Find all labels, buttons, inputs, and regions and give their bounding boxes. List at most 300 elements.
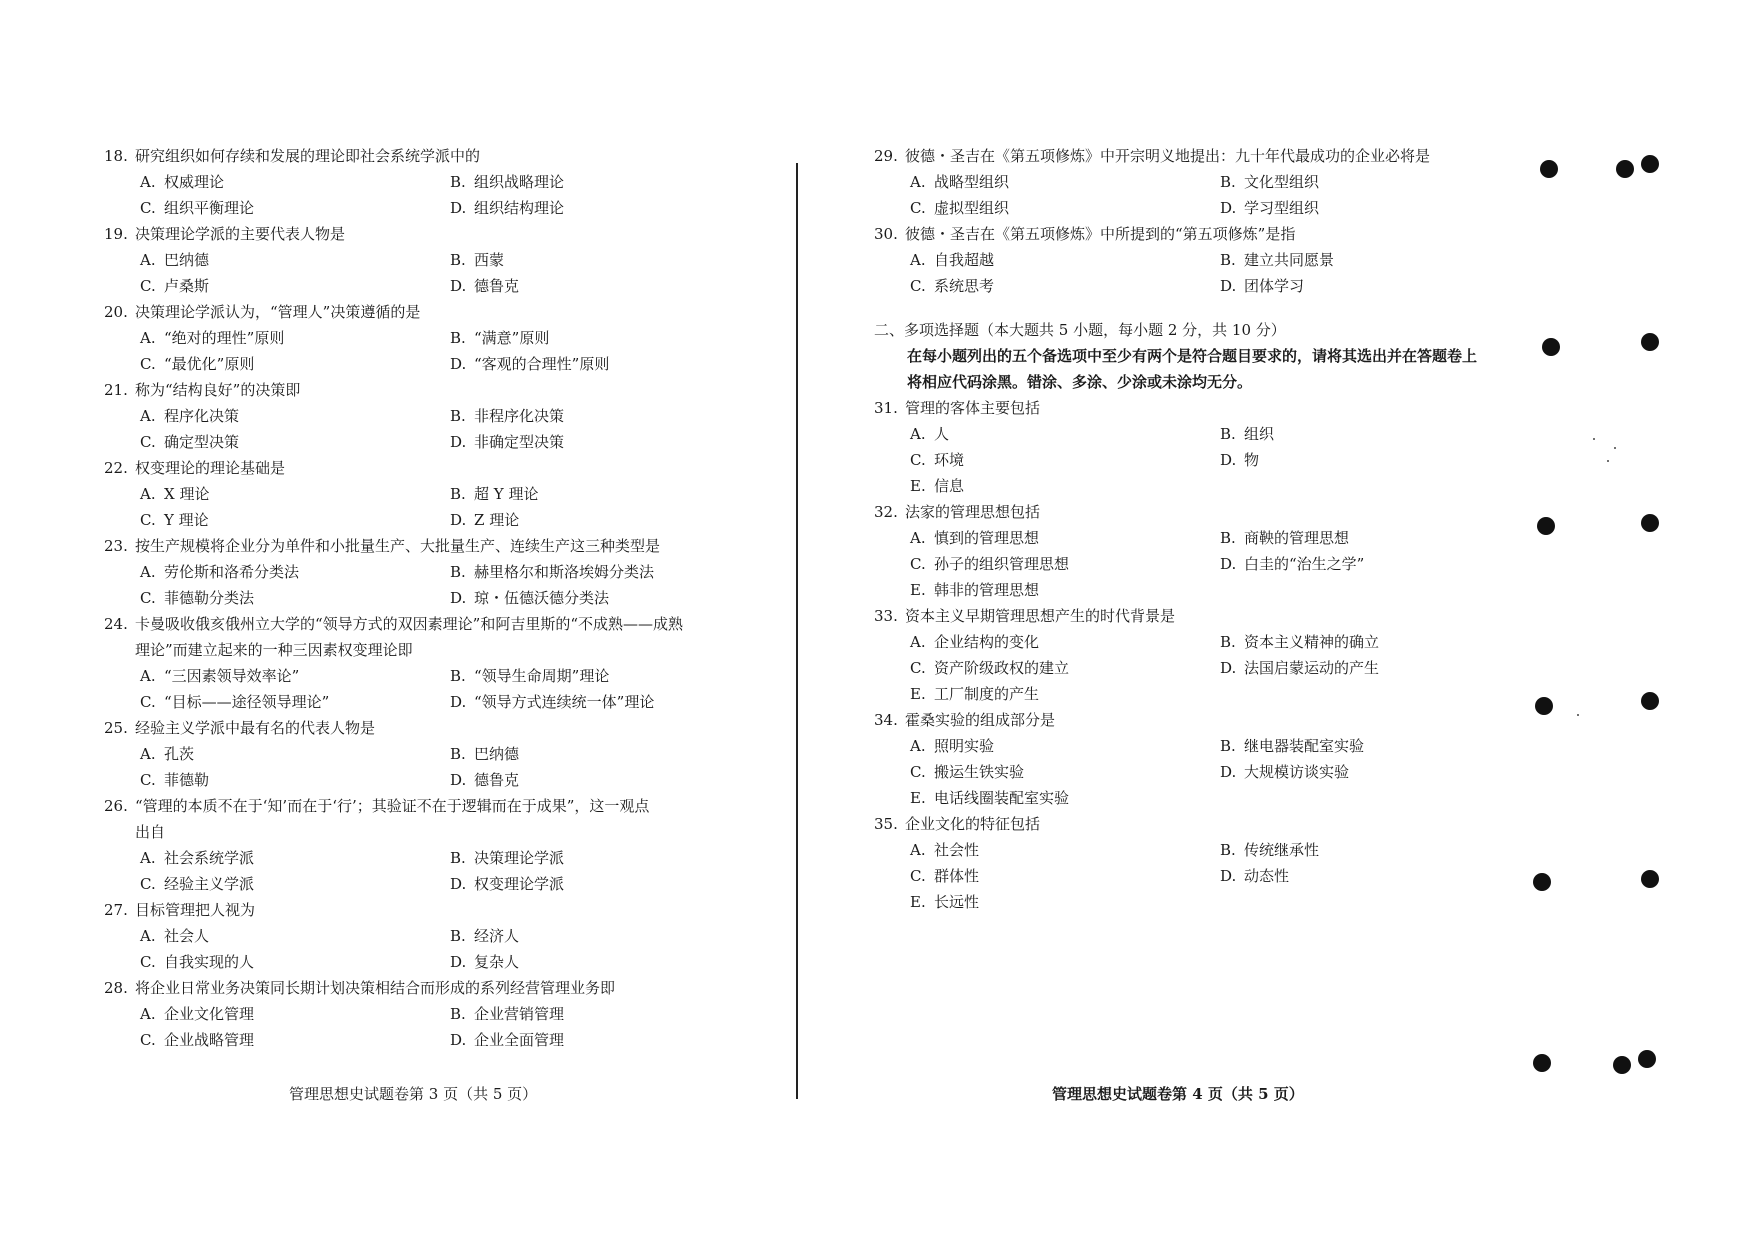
option-b	[450, 169, 769, 195]
option-a	[910, 247, 1220, 273]
option-letter: A.	[140, 849, 156, 867]
option-letter: A.	[910, 633, 926, 651]
question-stem	[104, 975, 769, 1001]
option-text: 社会人	[164, 927, 210, 945]
option-d	[1220, 551, 1524, 577]
option-letter: D.	[450, 875, 467, 893]
option-text: 企业营销管理	[474, 1005, 565, 1023]
option-text: 继电器装配室实验	[1244, 737, 1365, 755]
option-list	[874, 169, 1524, 221]
question-text: 权变理论的理论基础是	[135, 459, 286, 477]
question-stem	[874, 603, 1524, 629]
option-letter: B.	[450, 329, 466, 347]
scan-speck	[1607, 460, 1609, 462]
option-text: 系统思考	[934, 277, 995, 295]
question-stem	[104, 715, 769, 741]
option-list	[104, 481, 769, 533]
option-text: 白圭的“治生之学”	[1244, 555, 1365, 573]
option-b	[1220, 733, 1524, 759]
option-letter: C.	[140, 589, 156, 607]
punch-hole-mark	[1613, 1056, 1631, 1074]
option-text: X 理论	[164, 485, 210, 503]
option-text: 权威理论	[164, 173, 225, 191]
option-text: Z 理论	[474, 511, 520, 529]
option-text: “满意”原则	[474, 329, 550, 347]
option-c	[140, 195, 450, 221]
punch-hole-mark	[1540, 160, 1558, 178]
page-footer-3: 管理思想史试题卷第 3 页（共 5 页）	[289, 1085, 538, 1103]
question-number: 24.	[104, 615, 128, 633]
option-e	[910, 577, 1220, 603]
option-d	[1220, 447, 1524, 473]
exam-page-4	[874, 143, 1524, 915]
option-text: 琼・伍德沃德分类法	[474, 589, 610, 607]
option-letter: C.	[140, 433, 156, 451]
option-letter: C.	[910, 763, 926, 781]
option-text: 群体性	[934, 867, 980, 885]
question-text: 经验主义学派中最有名的代表人物是	[135, 719, 376, 737]
question-stem	[104, 299, 769, 325]
option-letter: B.	[450, 1005, 466, 1023]
option-text: 孙子的组织管理思想	[934, 555, 1070, 573]
punch-hole-mark	[1537, 517, 1555, 535]
option-d	[450, 195, 769, 221]
option-letter: B.	[450, 849, 466, 867]
question-33	[874, 603, 1524, 707]
question-stem	[874, 395, 1524, 421]
option-text: 资产阶级政权的建立	[934, 659, 1070, 677]
option-letter: D.	[450, 511, 467, 529]
option-c	[140, 585, 450, 611]
scan-speck	[1577, 714, 1579, 716]
question-number: 21.	[104, 381, 128, 399]
question-22	[104, 455, 769, 533]
option-a	[910, 525, 1220, 551]
question-35	[874, 811, 1524, 915]
option-c	[140, 871, 450, 897]
option-letter: B.	[450, 667, 466, 685]
option-text: 程序化决策	[164, 407, 240, 425]
option-c	[910, 551, 1220, 577]
option-text: 大规模访谈实验	[1244, 763, 1350, 781]
option-letter: D.	[1220, 555, 1237, 573]
option-text: 赫里格尔和斯洛埃姆分类法	[474, 563, 655, 581]
option-letter: A.	[140, 407, 156, 425]
option-text: “绝对的理性”原则	[164, 329, 285, 347]
punch-hole-mark	[1542, 338, 1560, 356]
option-c	[910, 759, 1220, 785]
option-c	[140, 767, 450, 793]
punch-hole-mark	[1638, 1050, 1656, 1068]
question-text: 称为“结构良好”的决策即	[135, 381, 301, 399]
option-list	[874, 733, 1524, 811]
option-text: 虚拟型组织	[934, 199, 1010, 217]
option-c	[910, 195, 1220, 221]
question-34	[874, 707, 1524, 811]
question-text: 彼德・圣吉在《第五项修炼》中所提到的“第五项修炼”是指	[905, 225, 1296, 243]
option-b	[450, 741, 769, 767]
option-b	[1220, 421, 1524, 447]
option-b	[450, 247, 769, 273]
option-b	[450, 845, 769, 871]
option-list	[104, 559, 769, 611]
option-letter: B.	[450, 563, 466, 581]
option-letter: D.	[1220, 277, 1237, 295]
question-number: 26.	[104, 797, 128, 815]
option-text: 韩非的管理思想	[934, 581, 1040, 599]
option-text: “目标——途径领导理论”	[164, 693, 330, 711]
question-number: 33.	[874, 607, 898, 625]
option-letter: C.	[140, 953, 156, 971]
option-text: 工厂制度的产生	[934, 685, 1040, 703]
option-letter: B.	[1220, 173, 1236, 191]
question-27	[104, 897, 769, 975]
option-letter: A.	[140, 329, 156, 347]
section-title: 二、多项选择题（本大题共 5 小题，每小题 2 分，共 10 分）	[874, 321, 1286, 339]
question-stem	[874, 143, 1524, 169]
question-number: 19.	[104, 225, 128, 243]
option-d	[450, 429, 769, 455]
option-text: 长远性	[934, 893, 980, 911]
option-text: “领导方式连续统一体”理论	[474, 693, 655, 711]
option-text: 物	[1244, 451, 1260, 469]
option-letter: A.	[140, 485, 156, 503]
question-18	[104, 143, 769, 221]
option-d	[1220, 655, 1524, 681]
question-stem	[874, 499, 1524, 525]
option-letter: C.	[910, 659, 926, 677]
option-d	[450, 273, 769, 299]
question-text: 决策理论学派的主要代表人物是	[135, 225, 346, 243]
question-stem	[104, 897, 769, 923]
option-text: 建立共同愿景	[1244, 251, 1335, 269]
option-b	[1220, 837, 1524, 863]
question-text: 彼德・圣吉在《第五项修炼》中开宗明义地提出：九十年代最成功的企业必将是	[905, 147, 1431, 165]
option-text: 菲德勒分类法	[164, 589, 255, 607]
option-letter: B.	[1220, 737, 1236, 755]
question-26	[104, 793, 769, 897]
option-a	[910, 629, 1220, 655]
option-c	[140, 273, 450, 299]
exam-page-3	[104, 143, 769, 1053]
option-text: 决策理论学派	[474, 849, 565, 867]
option-text: 社会系统学派	[164, 849, 255, 867]
question-number: 35.	[874, 815, 898, 833]
option-text: 经济人	[474, 927, 520, 945]
option-letter: E.	[910, 685, 926, 703]
option-text: 劳伦斯和洛希分类法	[164, 563, 300, 581]
option-text: 德鲁克	[474, 277, 520, 295]
question-stem	[104, 143, 769, 169]
option-letter: B.	[450, 407, 466, 425]
section-instruction-line-1: 在每小题列出的五个备选项中至少有两个是符合题目要求的，请将其选出并在答题卷上	[907, 347, 1478, 365]
question-stem	[104, 793, 769, 819]
option-text: 复杂人	[474, 953, 520, 971]
punch-hole-mark	[1616, 160, 1634, 178]
option-text: 德鲁克	[474, 771, 520, 789]
option-text: 组织战略理论	[474, 173, 565, 191]
option-b	[450, 663, 769, 689]
option-letter: A.	[140, 251, 156, 269]
option-text: 确定型决策	[164, 433, 240, 451]
option-text: 动态性	[1244, 867, 1290, 885]
option-d	[450, 689, 769, 715]
option-text: 组织平衡理论	[164, 199, 255, 217]
option-letter: D.	[1220, 763, 1237, 781]
option-d	[450, 1027, 769, 1053]
option-list	[104, 1001, 769, 1053]
option-list	[104, 247, 769, 299]
punch-hole-mark	[1641, 333, 1659, 351]
option-list	[104, 403, 769, 455]
punch-hole-mark	[1641, 514, 1659, 532]
option-letter: A.	[910, 529, 926, 547]
question-stem	[104, 611, 769, 637]
option-list	[874, 525, 1524, 603]
option-letter: D.	[450, 277, 467, 295]
option-text: 自我实现的人	[164, 953, 255, 971]
question-24	[104, 611, 769, 715]
option-letter: A.	[910, 425, 926, 443]
option-letter: D.	[450, 589, 467, 607]
question-text: 霍桑实验的组成部分是	[905, 711, 1056, 729]
option-d	[450, 351, 769, 377]
page-footer-4: 管理思想史试题卷第 4 页（共 5 页）	[1052, 1085, 1304, 1103]
option-a	[140, 845, 450, 871]
question-20	[104, 299, 769, 377]
option-text: 权变理论学派	[474, 875, 565, 893]
question-30	[874, 221, 1524, 299]
option-letter: C.	[140, 511, 156, 529]
question-stem	[874, 707, 1524, 733]
option-c	[140, 351, 450, 377]
option-letter: D.	[450, 693, 467, 711]
option-text: “客观的合理性”原则	[474, 355, 610, 373]
option-a	[140, 403, 450, 429]
option-text: 慎到的管理思想	[934, 529, 1040, 547]
option-text: 巴纳德	[164, 251, 210, 269]
option-text: 人	[934, 425, 950, 443]
question-number: 27.	[104, 901, 128, 919]
option-b	[450, 1001, 769, 1027]
option-text: 信息	[934, 477, 965, 495]
option-c	[140, 429, 450, 455]
option-letter: D.	[450, 771, 467, 789]
option-a	[140, 481, 450, 507]
option-c	[140, 949, 450, 975]
option-a	[140, 325, 450, 351]
option-letter: E.	[910, 893, 926, 911]
option-text: 商鞅的管理思想	[1244, 529, 1350, 547]
question-25	[104, 715, 769, 793]
option-text: 照明实验	[934, 737, 995, 755]
option-letter: A.	[140, 173, 156, 191]
option-a	[140, 247, 450, 273]
punch-hole-mark	[1535, 697, 1553, 715]
question-stem	[874, 811, 1524, 837]
option-a	[910, 421, 1220, 447]
question-number: 22.	[104, 459, 128, 477]
option-list	[874, 421, 1524, 499]
option-letter: B.	[450, 745, 466, 763]
option-text: 搬运生铁实验	[934, 763, 1025, 781]
option-b	[1220, 169, 1524, 195]
option-letter: D.	[450, 199, 467, 217]
option-letter: D.	[1220, 451, 1237, 469]
option-letter: E.	[910, 477, 926, 495]
option-letter: B.	[450, 251, 466, 269]
option-text: 组织	[1244, 425, 1275, 443]
question-number: 32.	[874, 503, 898, 521]
option-d	[1220, 759, 1524, 785]
punch-hole-mark	[1533, 1054, 1551, 1072]
option-b	[450, 325, 769, 351]
question-text-continued: 理论”而建立起来的一种三因素权变理论即	[135, 641, 413, 659]
question-31	[874, 395, 1524, 499]
option-letter: B.	[450, 485, 466, 503]
option-text: “领导生命周期”理论	[474, 667, 610, 685]
option-text: 自我超越	[934, 251, 995, 269]
option-d	[450, 507, 769, 533]
option-text: 超 Y 理论	[474, 485, 539, 503]
question-text: 决策理论学派认为，“管理人”决策遵循的是	[135, 303, 421, 321]
option-text: 非程序化决策	[474, 407, 565, 425]
question-32	[874, 499, 1524, 603]
question-21	[104, 377, 769, 455]
option-text: 企业结构的变化	[934, 633, 1040, 651]
option-d	[1220, 863, 1524, 889]
option-b	[450, 559, 769, 585]
option-letter: A.	[910, 737, 926, 755]
option-letter: C.	[910, 277, 926, 295]
option-text: 文化型组织	[1244, 173, 1320, 191]
question-text: 卡曼吸收俄亥俄州立大学的“领导方式的双因素理论”和阿吉里斯的“不成熟——成熟	[135, 615, 684, 633]
option-a	[140, 1001, 450, 1027]
option-text: “三因素领导效率论”	[164, 667, 300, 685]
page-divider	[796, 163, 798, 1099]
option-letter: C.	[140, 1031, 156, 1049]
option-letter: B.	[450, 927, 466, 945]
question-number: 31.	[874, 399, 898, 417]
option-text: 法国启蒙运动的产生	[1244, 659, 1380, 677]
question-text: 企业文化的特征包括	[905, 815, 1041, 833]
question-stem	[104, 533, 769, 559]
option-letter: B.	[1220, 425, 1236, 443]
option-letter: C.	[140, 771, 156, 789]
option-letter: A.	[910, 841, 926, 859]
option-c	[140, 1027, 450, 1053]
option-letter: C.	[140, 693, 156, 711]
option-letter: D.	[1220, 199, 1237, 217]
option-list	[104, 741, 769, 793]
question-text: 将企业日常业务决策同长期计划决策相结合而形成的系列经营管理业务即	[135, 979, 616, 997]
option-b	[1220, 247, 1524, 273]
option-letter: C.	[140, 199, 156, 217]
option-text: 资本主义精神的确立	[1244, 633, 1380, 651]
question-stem	[104, 221, 769, 247]
option-list	[104, 845, 769, 897]
option-a	[140, 559, 450, 585]
option-d	[450, 871, 769, 897]
option-letter: B.	[1220, 841, 1236, 859]
option-text: 传统继承性	[1244, 841, 1320, 859]
option-list	[874, 629, 1524, 707]
option-a	[910, 837, 1220, 863]
option-text: 团体学习	[1244, 277, 1305, 295]
option-text: 环境	[934, 451, 965, 469]
question-number: 25.	[104, 719, 128, 737]
question-19	[104, 221, 769, 299]
option-b	[1220, 629, 1524, 655]
option-e	[910, 681, 1220, 707]
option-b	[450, 403, 769, 429]
option-text: 西蒙	[474, 251, 505, 269]
question-number: 29.	[874, 147, 898, 165]
option-letter: C.	[140, 355, 156, 373]
option-text: 学习型组织	[1244, 199, 1320, 217]
option-c	[910, 655, 1220, 681]
option-e	[910, 785, 1220, 811]
question-number: 18.	[104, 147, 128, 165]
option-letter: B.	[1220, 633, 1236, 651]
option-letter: A.	[140, 563, 156, 581]
option-letter: A.	[140, 1005, 156, 1023]
punch-hole-mark	[1641, 692, 1659, 710]
question-number: 20.	[104, 303, 128, 321]
question-number: 30.	[874, 225, 898, 243]
punch-hole-mark	[1533, 873, 1551, 891]
scan-speck	[1614, 447, 1616, 449]
option-text: 企业文化管理	[164, 1005, 255, 1023]
option-letter: A.	[910, 251, 926, 269]
option-text: 非确定型决策	[474, 433, 565, 451]
option-letter: D.	[450, 1031, 467, 1049]
option-a	[140, 169, 450, 195]
option-c	[910, 863, 1220, 889]
option-letter: D.	[1220, 867, 1237, 885]
option-list	[874, 837, 1524, 915]
option-list	[104, 923, 769, 975]
option-text: 企业战略管理	[164, 1031, 255, 1049]
option-letter: C.	[910, 555, 926, 573]
option-letter: D.	[450, 433, 467, 451]
option-letter: A.	[140, 745, 156, 763]
option-c	[140, 507, 450, 533]
option-text: 企业全面管理	[474, 1031, 565, 1049]
option-letter: C.	[140, 875, 156, 893]
question-text: “管理的本质不在于‘知’而在于‘行’；其验证不在于逻辑而在于成果”，这一观点	[135, 797, 650, 815]
option-letter: B.	[450, 173, 466, 191]
question-stem	[874, 221, 1524, 247]
question-text: 资本主义早期管理思想产生的时代背景是	[905, 607, 1176, 625]
question-29	[874, 143, 1524, 221]
option-letter: A.	[910, 173, 926, 191]
option-text: 巴纳德	[474, 745, 520, 763]
option-list	[104, 325, 769, 377]
option-text: Y 理论	[164, 511, 209, 529]
option-letter: C.	[910, 199, 926, 217]
question-28	[104, 975, 769, 1053]
punch-hole-mark	[1641, 155, 1659, 173]
option-list	[874, 247, 1524, 299]
question-text: 管理的客体主要包括	[905, 399, 1041, 417]
option-b	[450, 923, 769, 949]
option-a	[140, 663, 450, 689]
question-number: 28.	[104, 979, 128, 997]
multiple-choice-questions	[874, 395, 1524, 915]
option-letter: B.	[1220, 251, 1236, 269]
option-letter: D.	[450, 355, 467, 373]
